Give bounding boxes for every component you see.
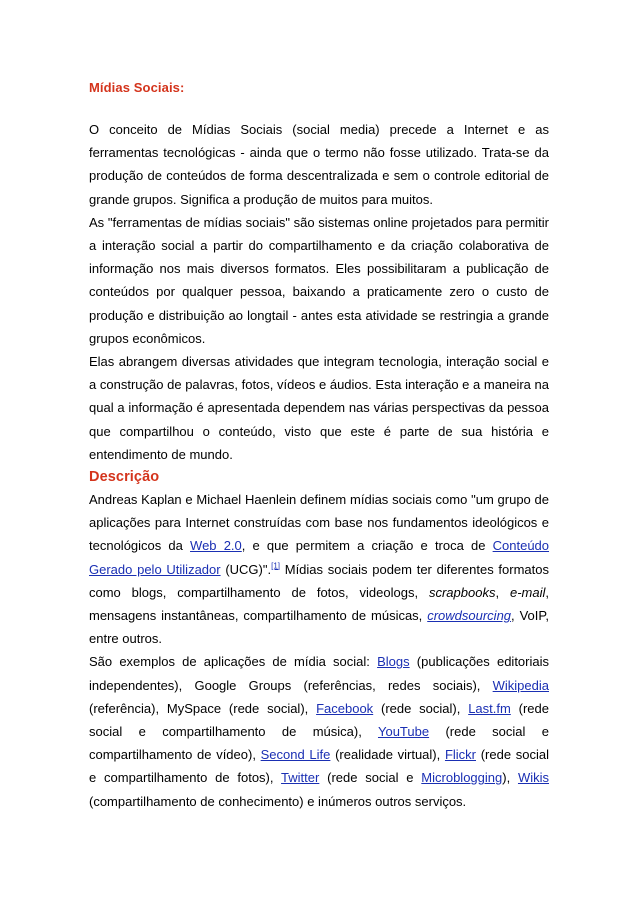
text-line: grupos econômicos. (89, 330, 206, 346)
paragraph-examples (89, 650, 549, 812)
link-crowdsourcing[interactable]: crowdsourcing (427, 608, 512, 624)
text-run: ), (502, 770, 518, 786)
link-youtube[interactable]: YouTube (377, 724, 430, 740)
paragraph-tools (89, 211, 549, 350)
text-run: compartilhamento de vídeo), (89, 747, 261, 763)
text-line: Andreas Kaplan e Michael Haenlein definem mídias sociais como "um grupo de (89, 492, 549, 508)
section-body-descricao (89, 488, 549, 813)
link-conteudo-gerado-part2[interactable]: Gerado pelo Utilizador (89, 561, 221, 577)
paragraph-activities (89, 350, 549, 466)
text-line: conteúdos por qualquer pessoa, baixando a praticamente zero o custo de (89, 284, 549, 300)
text-run: (rede social e (429, 724, 549, 740)
text-line: informação nos mais diversos formatos. Eles possibilitaram a publicação de (89, 261, 549, 277)
text-line: entre outros. (89, 631, 162, 647)
text-line (89, 766, 549, 789)
link-conteudo-gerado-part1[interactable]: Conteúdo (492, 538, 550, 554)
text-run: (rede social), (373, 700, 469, 716)
text-run: (realidade virtual), (330, 747, 445, 763)
link-twitter[interactable]: Twitter (281, 770, 320, 786)
text-run: (rede social (476, 747, 549, 763)
text-line: a interação social a partir do compartilhamento e da criação colaborativa de (89, 238, 549, 254)
text-run: independentes), Google Groups (referências, redes sociais), (89, 677, 493, 693)
link-web-2-0[interactable]: Web 2.0 (190, 538, 242, 554)
link-blogs[interactable]: Blogs (377, 654, 410, 670)
text-run: , (545, 584, 549, 600)
text-run: , (495, 584, 510, 600)
text-run: (UCG)". (220, 561, 272, 577)
link-microblogging[interactable]: Microblogging (421, 770, 503, 786)
paragraph-definition (89, 488, 549, 650)
text-line: aplicações para Internet construídas com base nos fundamentos ideológicos e (89, 515, 549, 531)
text-line: a construção de palavras, fotos, vídeos e áudios. Esta interação e a maneira na (89, 377, 549, 393)
link-wikipedia[interactable]: Wikipedia (492, 677, 549, 693)
section-body-midias-sociais (89, 118, 549, 466)
text-line: produção e distribuição ao longtail - antes esta atividade se restringia a grande (89, 307, 549, 323)
text-line: que compartilhou o conteúdo, visto que este é parte de sua história e (89, 423, 549, 439)
text-line (89, 558, 549, 581)
text-line: (compartilhamento de conhecimento) e inúmeros outros serviços. (89, 793, 467, 809)
text-line (89, 650, 549, 673)
text-run: (publicações editoriais (409, 654, 549, 670)
text-run: (rede (510, 700, 549, 716)
text-run: , e que permitem a criação e troca de (241, 538, 493, 554)
text-line (89, 697, 549, 720)
italic-term-email: e-mail (509, 584, 546, 600)
text-line (89, 720, 549, 743)
section-heading-descricao: Descrição (89, 469, 160, 486)
text-line: O conceito de Mídias Sociais (social media) precede a Internet e as (89, 122, 549, 137)
text-line: grande grupos. Significa a produção de muitos para muitos. (89, 191, 433, 207)
link-wikis[interactable]: Wikis (517, 770, 550, 786)
text-line (89, 581, 549, 604)
text-run: social e compartilhamento de música), (89, 724, 378, 740)
text-line (89, 674, 549, 697)
text-run: Mídias sociais podem ter diferentes formatos (280, 561, 550, 577)
document-page (89, 78, 549, 813)
text-line: qual a informação é apresentada dependem nas várias perspectivas da pessoa (89, 400, 549, 416)
text-run: mensagens instantâneas, compartilhamento de músicas, (89, 608, 428, 624)
text-line: produção de conteúdos de forma descentralizada e sem o controle editorial de (89, 168, 549, 184)
section-heading-midias-sociais: Mídias Sociais: (89, 80, 185, 95)
text-line: entendimento de mundo. (89, 446, 233, 462)
text-line: ferramentas tecnológicas - ainda que o termo não fosse utilizado. Trata-se da (89, 145, 549, 161)
link-facebook[interactable]: Facebook (316, 700, 374, 716)
text-run: , VoIP, (511, 608, 549, 624)
text-line (89, 604, 549, 627)
text-run: tecnológicos da (89, 538, 191, 554)
paragraph-concept (89, 118, 549, 211)
text-line: Elas abrangem diversas atividades que integram tecnologia, interação social e (89, 354, 549, 370)
text-run: como blogs, compartilhamento de fotos, videologs, (89, 584, 429, 600)
text-run: São exemplos de aplicações de mídia social: (89, 654, 378, 670)
italic-term-scrapbooks: scrapbooks (428, 584, 496, 600)
link-last-fm[interactable]: Last.fm (468, 700, 511, 716)
text-run: e compartilhamento de fotos), (89, 770, 282, 786)
text-run: (referência), MySpace (rede social), (89, 700, 317, 716)
text-line (89, 743, 549, 766)
text-run: (rede social e (319, 770, 422, 786)
reference-link-1[interactable]: [1] (271, 561, 281, 571)
link-flickr[interactable]: Flickr (444, 747, 476, 763)
text-line (89, 534, 549, 557)
text-line: As "ferramentas de mídias sociais" são sistemas online projetados para permitir (89, 214, 549, 230)
link-second-life[interactable]: Second Life (260, 747, 331, 763)
